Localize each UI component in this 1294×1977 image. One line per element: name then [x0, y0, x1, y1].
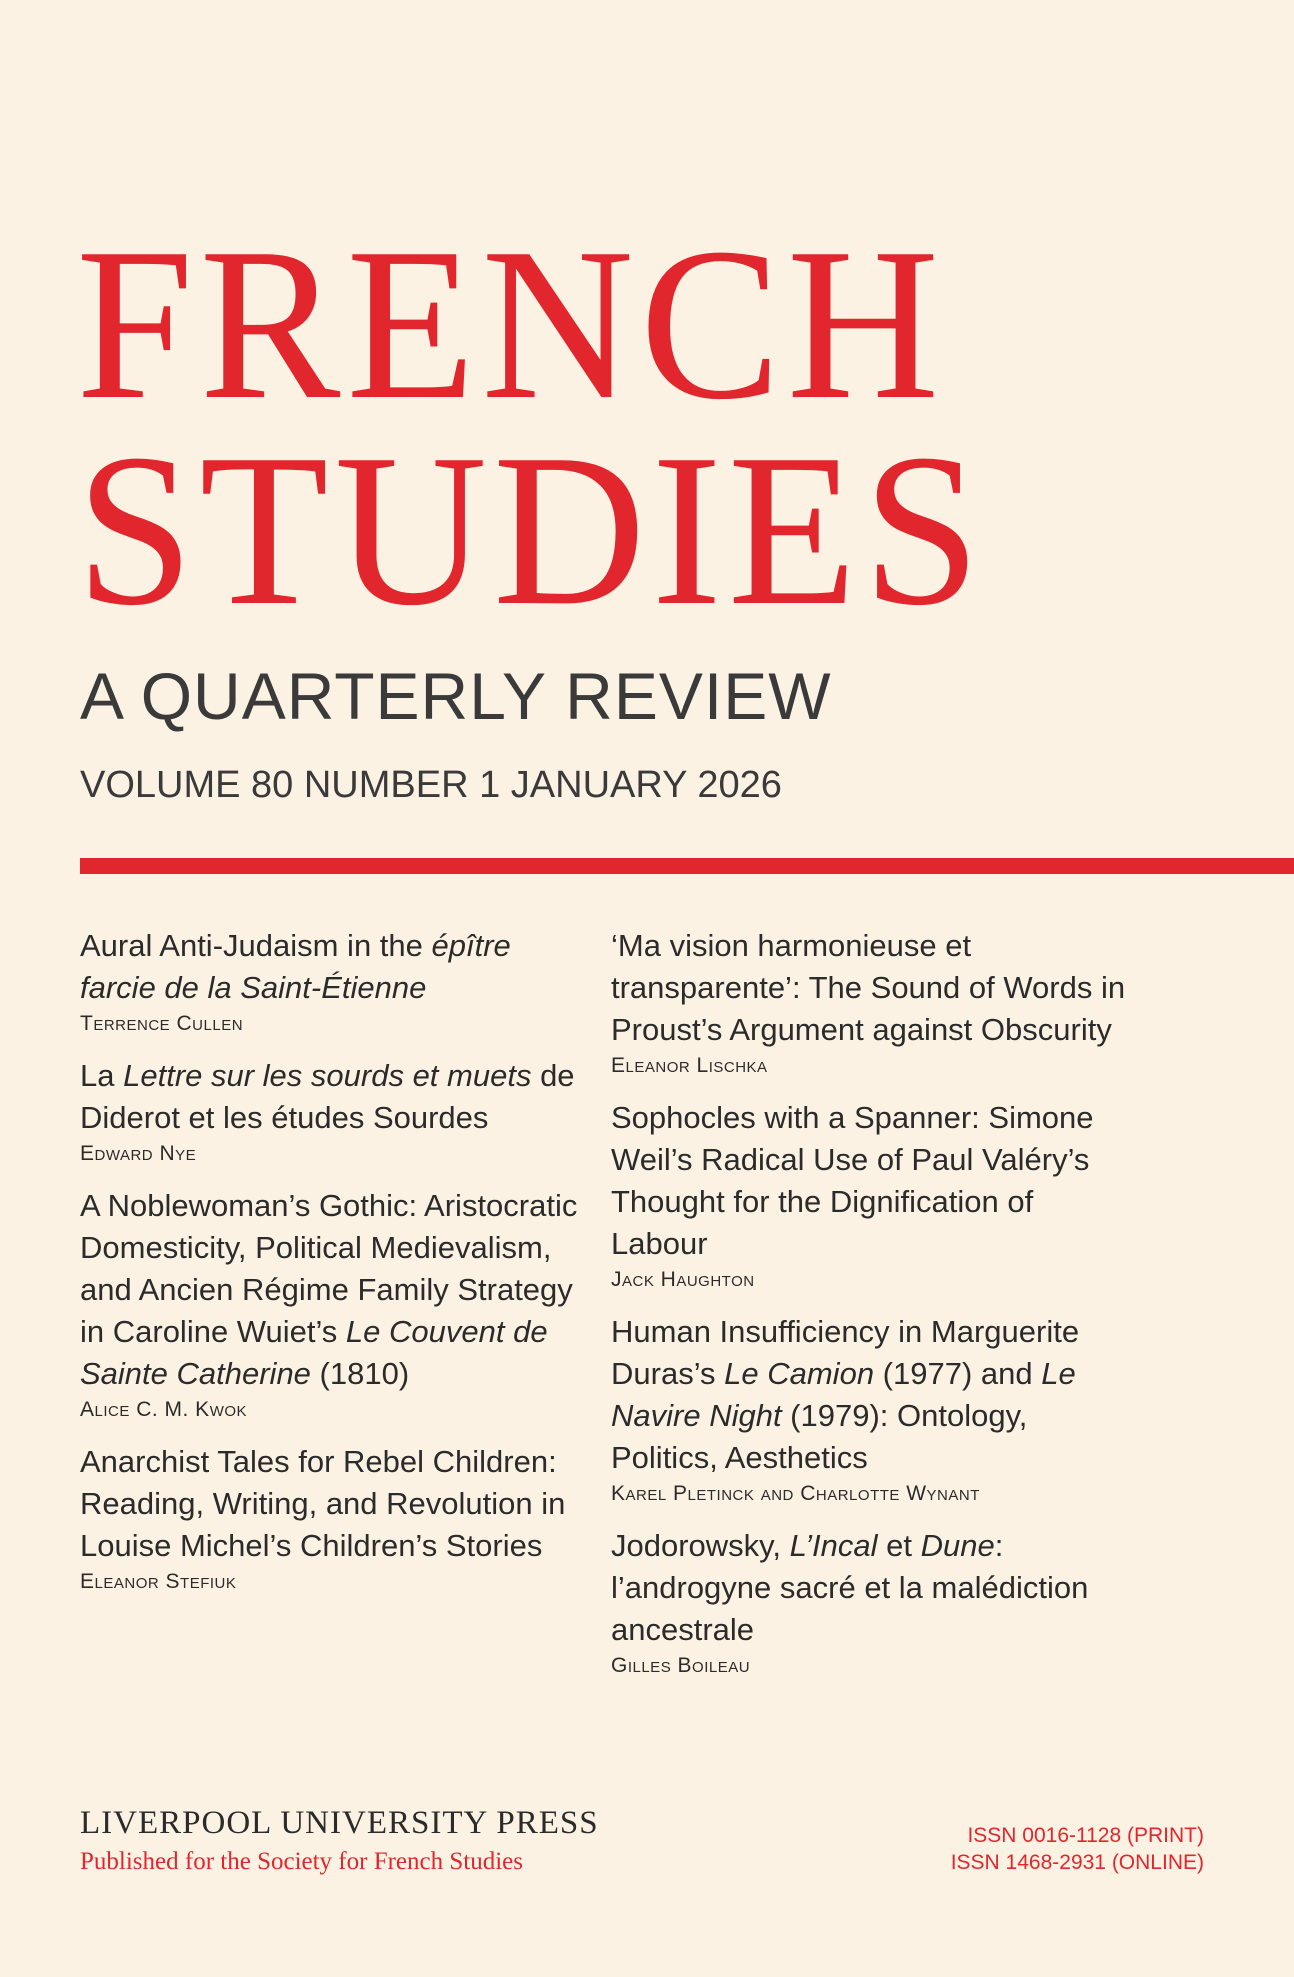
article-title: [80, 925, 590, 1009]
article-entry: [611, 1311, 1131, 1507]
article-title-part: (1810): [310, 1356, 410, 1391]
article-title-italic-part: L’Incal: [789, 1528, 878, 1563]
article-entry: [611, 1525, 1131, 1679]
article-title-part: de Diderot et les études Sourdes: [80, 1058, 575, 1135]
journal-subtitle: A QUARTERLY REVIEW: [80, 659, 832, 733]
article-entry: [611, 1097, 1131, 1293]
article-entry: [80, 1441, 590, 1595]
article-entry: [80, 1055, 590, 1167]
article-title: [80, 1441, 590, 1567]
contents-right-column: [611, 925, 1131, 1697]
article-author: Eleanor Lischka: [611, 1054, 768, 1077]
issue-info: VOLUME 80 NUMBER 1 JANUARY 2026: [80, 764, 782, 806]
publisher-name: LIVERPOOL UNIVERSITY PRESS: [80, 1805, 599, 1841]
issn-online: ISSN 1468-2931 (ONLINE): [950, 1851, 1204, 1874]
issn-print: ISSN 0016-1128 (PRINT): [967, 1824, 1204, 1847]
article-title-part: : l’androgyne sacré et la malédiction ancestrale: [611, 1528, 1089, 1647]
article-title-part: Anarchist Tales for Rebel Children: Reading, Writing, and Revolution in Louise Michel’s Children’s Stories: [80, 1444, 566, 1563]
article-title-italic-part: épître farcie de la Saint-Étienne: [80, 928, 511, 1005]
article-entry: [80, 1185, 590, 1423]
article-author: Karel Pletinck and Charlotte Wynant: [611, 1482, 980, 1505]
article-author: Gilles Boileau: [611, 1654, 751, 1677]
article-title: [611, 1097, 1131, 1265]
article-title-italic-part: Dune: [920, 1528, 995, 1563]
issn-block: [951, 1822, 1204, 1876]
article-title-part: et: [877, 1528, 921, 1563]
article-title-part: Sophocles with a Spanner: Simone Weil’s Radical Use of Paul Valéry’s Thought for the Dignification of Labour: [611, 1100, 1094, 1261]
masthead-line-1: FRENCH: [76, 204, 946, 445]
article-title-italic-part: Lettre sur les sourds et muets: [123, 1058, 532, 1093]
contents-left-column: [80, 925, 590, 1613]
article-title-italic-part: Le Navire Night: [611, 1356, 1076, 1433]
masthead-line-2: STUDIES: [76, 410, 987, 651]
article-title-part: Jodorowsky,: [611, 1528, 790, 1563]
article-title: [611, 1525, 1131, 1651]
article-entry: [80, 925, 590, 1037]
red-divider: [80, 858, 1294, 874]
journal-masthead: [76, 204, 987, 651]
article-title-part: Human Insufficiency in Marguerite Duras’s: [611, 1314, 1080, 1391]
article-title-part: ‘Ma vision harmonieuse et transparente’: The Sound of Words in Proust’s Argument against Obscurity: [611, 928, 1126, 1047]
article-title-part: (1977) and: [874, 1356, 1042, 1391]
publisher-society: Published for the Society for French Studies: [80, 1848, 523, 1875]
article-title: [80, 1055, 590, 1139]
article-title: [611, 925, 1131, 1051]
article-author: Alice C. M. Kwok: [80, 1398, 248, 1421]
article-title: [80, 1185, 590, 1395]
publisher-block: [80, 1805, 599, 1876]
article-author: Jack Haughton: [611, 1268, 755, 1291]
article-title-part: Aural Anti-Judaism in the: [80, 928, 432, 963]
article-author: Edward Nye: [80, 1142, 197, 1165]
article-title-part: A Noblewoman’s Gothic: Aristocratic Domesticity, Political Medievalism, and Ancien Régime Family Strategy in Caroline Wuiet’s: [80, 1188, 578, 1349]
article-title-part: (1979): Ontology, Politics, Aesthetics: [611, 1398, 1028, 1475]
article-title-italic-part: Le Camion: [724, 1356, 875, 1391]
article-title-part: La: [80, 1058, 124, 1093]
article-author: Terrence Cullen: [80, 1012, 244, 1035]
article-title: [611, 1311, 1131, 1479]
article-title-italic-part: Le Couvent de Sainte Catherine: [80, 1314, 548, 1391]
article-author: Eleanor Stefiuk: [80, 1570, 237, 1593]
article-entry: [611, 925, 1131, 1079]
